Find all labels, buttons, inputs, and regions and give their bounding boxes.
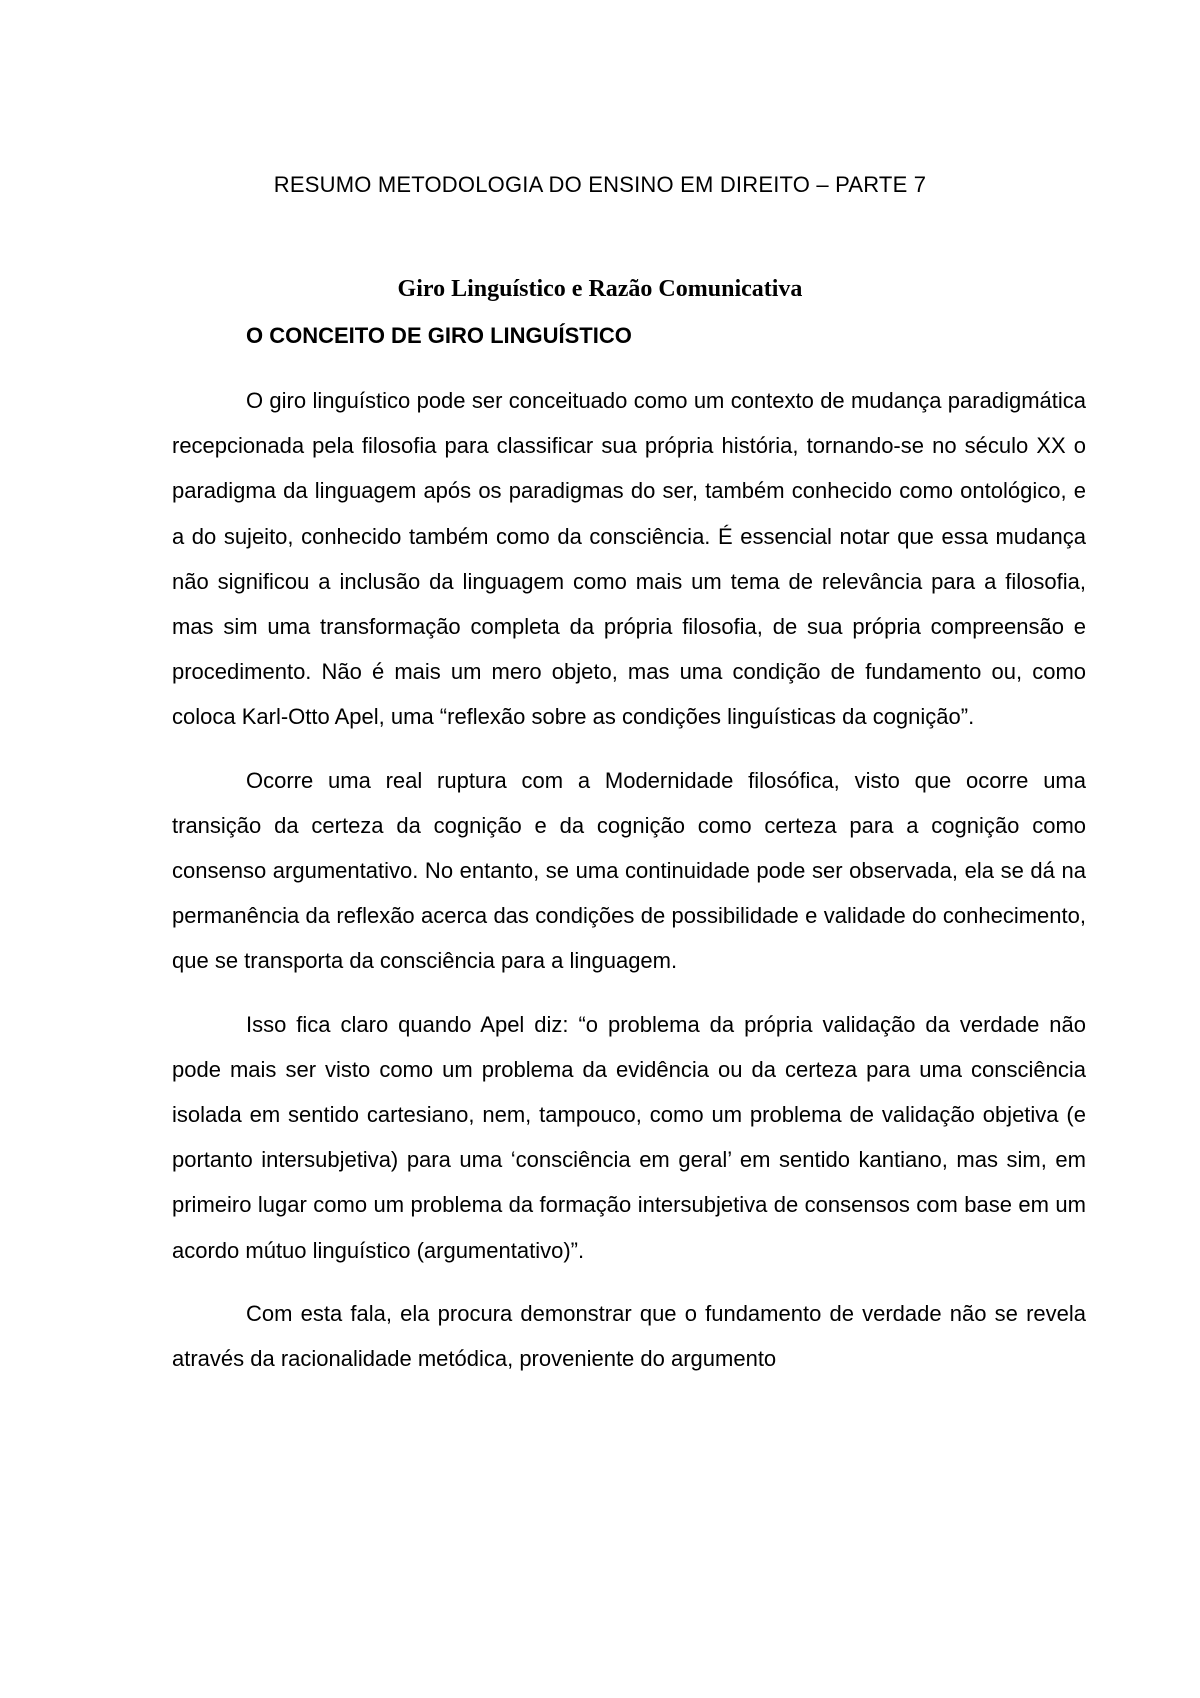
paragraph: O giro linguístico pode ser conceituado como um contexto de mudança paradigmática recepcionada pela filosofia para classificar sua própria história, tornando-se no século XX o paradigma da linguagem após os paradigmas do ser, também conhecido como ontológico, e a do sujeito, conhecido também como da consciência. É essencial notar que essa mudança não significou a inclusão da linguagem como mais um tema de relevância para a filosofia, mas sim uma transformação completa da própria filosofia, de sua própria compreensão e procedimento. Não é mais um mero objeto, mas uma condição de fundamento ou, como coloca Karl-Otto Apel, uma “reflexão sobre as condições linguísticas da cognição”. [172,388,1086,730]
document-title: RESUMO METODOLOGIA DO ENSINO EM DIREITO – PARTE 7 [273,172,927,197]
paragraph: Isso fica claro quando Apel diz: “o problema da própria validação da verdade não pode mais ser visto como um problema da evidência ou da certeza para uma consciência isolada em sentido cartesiano, nem, tampouco, como um problema de validação objetiva (e portanto intersubjetiva) para uma ‘consciência em geral’ em sentido kantiano, mas sim, em primeiro lugar como um problema da formação intersubjetiva de consensos com base em um acordo mútuo linguístico (argumentativo)”. [172,1011,1086,1263]
paragraph: Com esta fala, ela procura demonstrar que o fundamento de verdade não se revela através da racionalidade metódica, proveniente do argumento [172,1300,1086,1372]
section-heading: O CONCEITO DE GIRO LINGUÍSTICO [246,323,632,348]
body-text [172,378,1086,1399]
document-subtitle: Giro Linguístico e Razão Comunicativa [397,276,803,302]
paragraph: Ocorre uma real ruptura com a Modernidade filosófica, visto que ocorre uma transição da certeza da cognição e da cognição como certeza para a cognição como consenso argumentativo. No entanto, se uma continuidade pode ser observada, ela se dá na permanência da reflexão acerca das condições de possibilidade e validade do conhecimento, que se transporta da consciência para a linguagem. [172,767,1086,974]
